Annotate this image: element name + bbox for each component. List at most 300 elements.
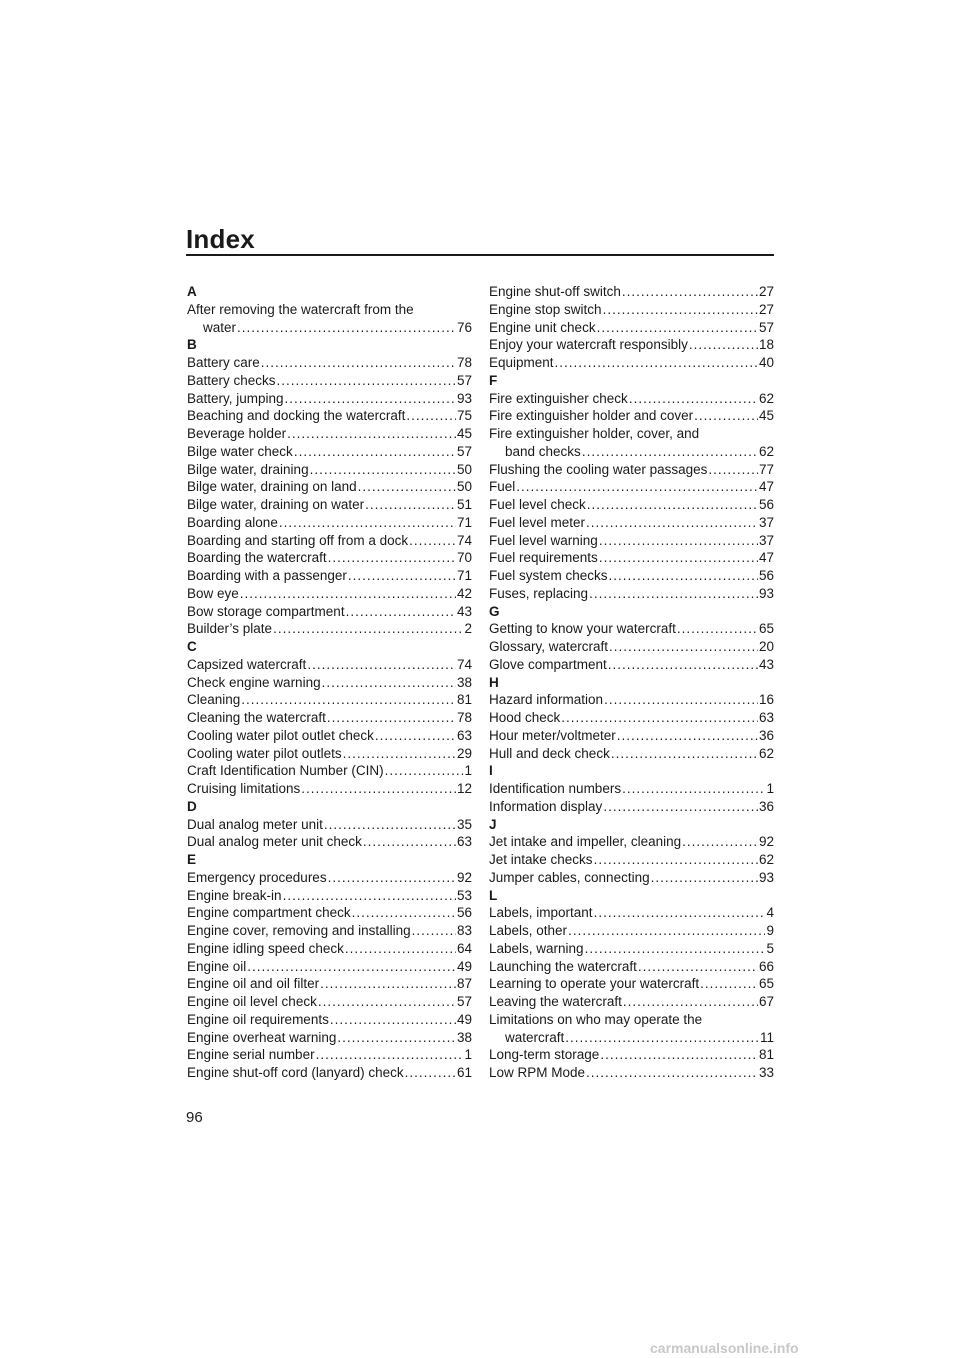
leader-dots [600,1046,758,1064]
index-entry-page: 53 [456,887,472,903]
index-entry [187,425,472,443]
index-entry-page: 36 [758,727,774,743]
index-entry-page: 92 [456,869,472,885]
index-entry-label: Engine break-in [187,887,282,903]
index-entry-page: 4 [766,905,774,921]
index-entry [489,301,774,319]
index-entry [187,727,472,745]
leader-dots [324,816,456,834]
index-entry-page: 2 [464,621,472,637]
index-column-left [187,283,472,1082]
leader-dots [348,567,456,585]
leader-dots [406,407,456,425]
index-entry [187,869,472,887]
index-entry [187,319,472,337]
index-entry-page: 9 [766,923,774,938]
leader-dots [261,354,456,372]
index-entry-label: Engine shut-off switch [489,284,621,299]
index-entry-page: 93 [758,585,774,601]
index-entry-page: 62 [758,390,774,406]
index-column-right [489,283,774,1082]
index-entry-label: Information display [489,798,603,814]
index-entry-label: Leaving the watercraft [489,994,622,1009]
index-entry-label: Flushing the cooling water passages [489,461,708,477]
leader-dots [561,709,758,727]
leader-dots [682,833,758,851]
index-entry [489,336,774,354]
index-entry-page: 35 [456,816,472,832]
leader-dots [638,958,758,976]
leader-dots [241,691,456,709]
index-entry-page: 57 [758,319,774,335]
index-entry [489,727,774,745]
index-entry [489,354,774,372]
leader-dots [694,407,758,425]
index-entry-label: Engine cover, removing and installing [187,923,411,938]
index-entry [187,407,472,425]
index-entry-label: Fuel level check [489,497,586,512]
index-entry-label: Labels, other [489,923,568,938]
index-entry-label: Check engine warning [187,674,321,690]
index-entry [187,532,472,550]
index-entry-label: Bow eye [187,585,239,601]
index-entry [187,1011,472,1029]
index-entry-label: Fire extinguisher holder and cover [489,408,694,424]
index-entry-page: 37 [758,532,774,548]
leader-dots [328,869,456,887]
index-entry [489,496,774,514]
index-entry-page: 16 [758,692,774,708]
leader-dots [279,514,456,532]
leader-dots [586,514,758,532]
index-entry-page: 57 [456,372,472,388]
index-entry [187,603,472,621]
index-entry-label: watercraft [505,1029,565,1045]
index-entry [489,620,774,638]
index-entry-page: 63 [456,727,472,743]
index-entry-page: 71 [456,568,472,583]
index-entry [489,478,774,496]
index-entry [187,691,472,709]
leader-dots [363,833,456,851]
index-entry-label: Bilge water, draining on water [187,497,365,512]
index-entry [489,922,774,940]
index-entry-label: Equipment [489,355,554,370]
index-entry-label: Engine idling speed check [187,940,344,956]
index-entry-page: 38 [456,674,472,690]
leader-dots [555,354,758,372]
index-letter-heading: L [489,887,498,903]
index-entry-page: 20 [758,639,774,654]
index-entry-page: 45 [758,408,774,424]
index-entry-page: 37 [758,514,774,530]
index-entry-page: 49 [456,1011,472,1027]
index-entry [489,532,774,550]
index-entry-label: Engine oil requirements [187,1011,329,1027]
index-entry-page: 47 [758,550,774,566]
index-entry-label: Dual analog meter unit check [187,834,362,850]
index-entry-label: Battery, jumping [187,390,284,406]
index-entry-label: Hour meter/voltmeter [489,727,616,743]
index-entry-label: Builder’s plate [187,621,273,637]
index-entry-label: Beverage holder [187,426,287,441]
leader-dots [609,638,758,656]
index-entry [187,585,472,603]
leader-dots [365,496,456,514]
leader-dots [337,1029,456,1047]
index-entry [187,709,472,727]
index-entry-page: 65 [758,976,774,992]
index-entry-page: 74 [456,532,472,548]
page-number: 96 [186,1109,203,1126]
index-entry-label: Identification numbers [489,781,622,796]
index-entry [187,674,472,692]
leader-dots [322,674,456,692]
index-entry-label: Dual analog meter unit [187,816,323,832]
leader-dots [327,709,456,727]
leader-dots [320,975,456,993]
index-entry [489,745,774,763]
index-entry-page: 1 [464,1047,472,1063]
leader-dots [594,851,758,869]
index-entry-page: 62 [758,852,774,867]
leader-dots [622,283,758,301]
index-entry [489,549,774,567]
index-entry-page: 36 [758,798,774,814]
leader-dots [385,762,464,780]
index-entry-page: 56 [456,905,472,921]
index-letter-heading: C [187,639,197,654]
index-entry-label: Battery checks [187,372,276,388]
index-entry [187,940,472,958]
index-entry-label: Jet intake checks [489,852,593,867]
leader-dots [375,727,456,745]
index-entry-label: Engine oil and oil filter [187,976,320,992]
index-letter-heading: H [489,674,499,690]
leader-dots [568,922,765,940]
leader-dots [677,620,758,638]
index-entry-label: Boarding with a passenger [187,568,347,583]
index-entry-label: Labels, warning [489,940,584,956]
index-entry [187,372,472,390]
index-entry-first-line: After removing the watercraft from the [187,301,414,317]
index-entry-label: Boarding alone [187,514,278,530]
index-entry [187,887,472,905]
leader-dots [294,443,456,461]
index-entry-page: 64 [456,940,472,956]
index-entry [489,1064,774,1082]
leader-dots [283,887,456,905]
index-entry-page: 65 [758,621,774,637]
index-entry [489,656,774,674]
index-entry-label: Engine compartment check [187,905,351,921]
index-entry-page: 33 [758,1065,774,1080]
index-entry-label: Fuel requirements [489,550,598,566]
index-entry-page: 12 [456,781,472,796]
index-entry [187,443,472,461]
index-entry-page: 43 [456,603,472,619]
index-entry [489,798,774,816]
index-entry-page: 76 [456,319,472,335]
index-letter-heading: F [489,372,498,388]
index-entry-label: Fuses, replacing [489,585,589,601]
index-entry-label: Engine shut-off cord (lanyard) check [187,1065,404,1080]
leader-dots [358,478,456,496]
index-entry [489,407,774,425]
index-entry-page: 43 [758,656,774,672]
leader-dots [516,478,758,496]
index-entry-label: Engine oil level check [187,994,317,1009]
leader-dots [586,1064,758,1082]
index-entry [187,816,472,834]
index-entry-page: 1 [766,781,774,796]
index-entry [187,780,472,798]
index-entry-label: Cooling water pilot outlets [187,745,342,761]
index-entry [489,638,774,656]
leader-dots [318,993,456,1011]
leader-dots [599,532,758,550]
index-entry [489,283,774,301]
leader-dots [708,461,758,479]
index-entry [489,904,774,922]
leader-dots [287,425,456,443]
index-entry-label: Engine serial number [187,1047,315,1063]
index-entry [489,443,774,461]
index-entry-label: Engine oil [187,958,247,974]
index-letter-heading: B [187,337,197,353]
index-entry-label: Capsized watercraft [187,656,307,672]
index-entry-page: 38 [456,1029,472,1045]
index-entry-page: 27 [758,284,774,299]
index-entry-label: Glove compartment [489,656,607,672]
index-entry [489,1029,774,1047]
index-entry [489,567,774,585]
index-entry-label: Jumper cables, connecting [489,869,650,885]
index-entry-label: Beaching and docking the watercraft [187,408,406,424]
leader-dots [599,549,758,567]
leader-dots [328,549,456,567]
index-entry-label: Labels, important [489,905,593,921]
watermark: carmanualsonline.info [650,1340,799,1356]
index-entry-label: Battery care [187,355,260,370]
leader-dots [301,780,456,798]
leader-dots [237,319,456,337]
index-entry [489,585,774,603]
index-entry-page: 62 [758,443,774,459]
index-entry-first-line: Fire extinguisher holder, cover, and [489,426,700,441]
index-entry [187,1029,472,1047]
index-entry-page: 63 [758,710,774,725]
index-entry [489,958,774,976]
index-entry-label: Fuel level warning [489,532,598,548]
leader-dots [603,301,758,319]
index-entry-page: 5 [766,940,774,956]
leader-dots [316,1046,464,1064]
leader-dots [565,1029,759,1047]
index-entry-label: Jet intake and impeller, cleaning [489,834,682,850]
index-entry [187,762,472,780]
index-entry [489,780,774,798]
leader-dots [651,869,758,887]
index-entry-page: 62 [758,745,774,761]
index-entry-label: Fuel system checks [489,568,608,583]
index-entry [489,940,774,958]
leader-dots [273,620,463,638]
index-entry-page: 77 [758,461,774,477]
index-entry [187,975,472,993]
index-entry [187,1064,472,1082]
leader-dots [330,1011,456,1029]
index-entry-label: Bilge water check [187,443,293,459]
leader-dots [587,496,758,514]
index-entry-page: 49 [456,958,472,974]
index-entry [489,993,774,1011]
index-entry-page: 50 [456,479,472,495]
index-letter-heading: E [187,852,197,867]
leader-dots [594,904,766,922]
leader-dots [310,461,456,479]
index-entry-first-line: Limitations on who may operate the [489,1011,703,1027]
leader-dots [277,372,456,390]
index-entry-page: 11 [759,1029,774,1045]
index-entry-label: Hazard information [489,692,604,708]
leader-dots [603,798,758,816]
index-entry-page: 74 [456,656,472,672]
index-entry-page: 56 [758,568,774,583]
leader-dots [247,958,456,976]
index-entry-label: Engine stop switch [489,301,602,317]
leader-dots [346,603,456,621]
index-entry-label: Emergency procedures [187,869,327,885]
index-entry-page: 93 [456,390,472,406]
index-entry [187,958,472,976]
index-entry [187,904,472,922]
index-entry-label: Glossary, watercraft [489,639,609,654]
index-letter-heading: G [489,603,500,619]
index-entry-label: Launching the watercraft [489,958,637,974]
index-entry-page: 1 [464,763,472,779]
index-entry-page: 27 [758,301,774,317]
index-entry-page: 50 [456,461,472,477]
index-entry-page: 70 [456,550,472,566]
leader-dots [622,780,765,798]
index-entry [489,975,774,993]
leader-dots [343,745,456,763]
index-entry-label: Bilge water, draining on land [187,479,357,495]
index-entry-label: Learning to operate your watercraft [489,976,700,992]
leader-dots [629,390,758,408]
leader-dots [240,585,456,603]
index-entry-page: 81 [456,692,472,708]
index-entry [187,620,472,638]
index-entry-page: 56 [758,497,774,512]
index-entry-label: Engine overheat warning [187,1029,337,1045]
index-entry [187,922,472,940]
index-entry-page: 75 [456,408,472,424]
index-entry-label: water [203,319,237,335]
index-entry [489,461,774,479]
index-entry-page: 66 [758,958,774,974]
index-letter-heading: I [489,763,493,779]
index-entry [187,461,472,479]
index-entry [489,851,774,869]
leader-dots [617,727,758,745]
index-entry [489,709,774,727]
title-divider [186,254,774,256]
index-entry [187,833,472,851]
index-entry [187,993,472,1011]
index-entry-page: 78 [456,710,472,725]
index-entry-page: 78 [456,355,472,370]
index-entry-page: 87 [456,976,472,992]
index-entry-page: 67 [758,994,774,1009]
index-entry [187,567,472,585]
index-entry-page: 61 [456,1065,472,1080]
index-entry [489,390,774,408]
leader-dots [405,1064,456,1082]
index-entry [187,496,472,514]
index-entry-label: Long-term storage [489,1047,600,1063]
index-entry [489,319,774,337]
leader-dots [589,585,758,603]
index-entry [187,354,472,372]
index-entry-label: Engine unit check [489,319,596,335]
index-entry-page: 57 [456,994,472,1009]
leader-dots [585,940,766,958]
index-entry [187,656,472,674]
leader-dots [597,319,758,337]
index-entry-label: Bilge water, draining [187,461,309,477]
index-entry-page: 47 [758,479,774,495]
index-entry-page: 93 [758,869,774,885]
leader-dots [604,691,758,709]
index-entry [187,549,472,567]
leader-dots [608,656,758,674]
index-entry-page: 81 [758,1047,774,1063]
index-entry-label: Boarding and starting off from a dock [187,532,409,548]
leader-dots [700,975,758,993]
index-entry-page: 45 [456,426,472,441]
index-entry [489,691,774,709]
index-entry [489,869,774,887]
index-entry-label: Fire extinguisher check [489,390,628,406]
index-entry-label: Low RPM Mode [489,1065,586,1080]
index-entry [187,478,472,496]
index-entry-page: 18 [758,337,774,353]
index-entry-label: Craft Identification Number (CIN) [187,763,384,779]
leader-dots [307,656,456,674]
index-entry-page: 51 [456,497,472,512]
index-entry [187,390,472,408]
leader-dots [689,336,758,354]
index-entry-page: 83 [456,923,472,938]
index-entry-label: Boarding the watercraft [187,550,327,566]
index-letter-heading: D [187,798,197,814]
index-entry [489,514,774,532]
leader-dots [345,940,456,958]
index-entry-label: Bow storage compartment [187,603,345,619]
index-entry-page: 92 [758,834,774,850]
leader-dots [409,532,456,550]
leader-dots [623,993,758,1011]
index-entry-label: Cruising limitations [187,781,301,796]
index-entry-label: Cooling water pilot outlet check [187,727,374,743]
index-entry-label: Cleaning [187,692,241,708]
index-entry-page: 63 [456,834,472,850]
leader-dots [412,922,456,940]
index-entry-label: band checks [505,443,581,459]
index-letter-heading: A [187,284,197,299]
